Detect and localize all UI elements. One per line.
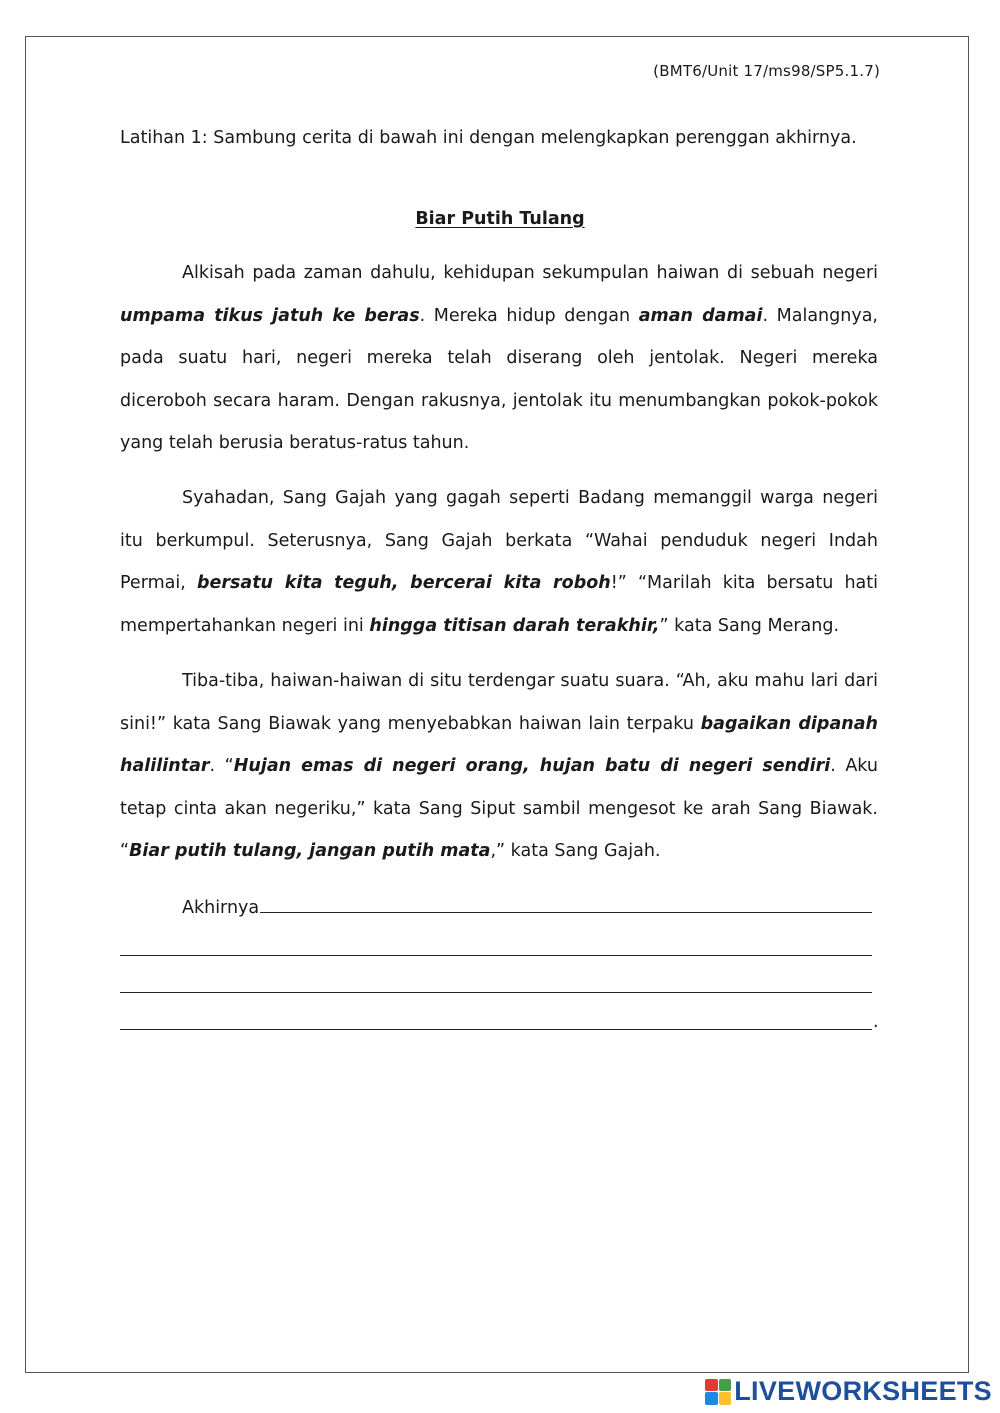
logo-square-1	[705, 1379, 718, 1392]
answer-blank-2[interactable]	[120, 955, 872, 956]
logo-square-2	[719, 1379, 732, 1392]
reference-code: (BMT6/Unit 17/ms98/SP5.1.7)	[653, 62, 880, 80]
answer-blank-3[interactable]	[120, 992, 872, 993]
answer-end-mark: .	[873, 1012, 879, 1032]
p3-text-a: Tiba-tiba, haiwan-haiwan di situ terdengar suatu suara. “Ah, aku mahu lari dari sini!” kata Sang Biawak yang menyebabkan haiwan lain terpaku	[120, 671, 878, 734]
p1-idiom-2: aman damai	[638, 305, 763, 326]
p1-idiom-1: umpama tikus jatuh ke beras	[120, 305, 420, 326]
answer-blank-4[interactable]	[120, 1029, 872, 1030]
story-paragraph-1	[120, 252, 878, 465]
p3-text-c: . “	[209, 756, 234, 776]
p2-text-e: ” kata Sang Merang.	[659, 615, 840, 636]
answer-start-word: Akhirnya	[182, 898, 260, 918]
story-paragraph-2	[120, 477, 878, 647]
answer-first-line	[182, 894, 872, 918]
watermark-text: LIVEWORKSHEETS	[734, 1376, 992, 1406]
p3-idiom-1: bagaikan dipanah halilintar	[120, 713, 878, 776]
p2-idiom-2: hingga titisan darah terakhir,	[369, 615, 660, 636]
p2-text-a: Syahadan, Sang Gajah yang gagah seperti Badang memanggil warga negeri itu berkumpul. Seterusnya, Sang Gajah berkata “Wahai penduduk negeri Indah Permai,	[120, 488, 878, 593]
p1-text-e: . Malangnya, pada suatu hari, negeri mereka telah diserang oleh jentolak. Negeri mereka diceroboh secara haram. Dengan rakusnya, jentolak itu menumbangkan pokok-pokok yang telah berusia beratus-ratus tahun.	[120, 305, 878, 453]
answer-blank-1[interactable]	[260, 894, 872, 913]
p2-text-c: !” “Marilah kita bersatu hati mempertahankan negeri ini	[120, 573, 878, 636]
p1-text-c: . Mereka hidup dengan	[419, 305, 639, 326]
exercise-instruction: Latihan 1: Sambung cerita di bawah ini dengan melengkapkan perenggan akhirnya.	[120, 128, 857, 148]
p3-idiom-2: Hujan emas di negeri orang, hujan batu di negeri sendiri	[233, 756, 831, 776]
logo-square-3	[705, 1392, 718, 1405]
story-title: Biar Putih Tulang	[415, 209, 585, 229]
logo-square-4	[719, 1392, 732, 1405]
liveworksheets-watermark	[705, 1376, 992, 1407]
p3-idiom-3: Biar putih tulang, jangan putih mata	[129, 841, 491, 861]
p3-text-g: ,” kata Sang Gajah.	[490, 841, 661, 861]
liveworksheets-logo-icon	[705, 1379, 731, 1405]
p1-text-a: Alkisah pada zaman dahulu, kehidupan sekumpulan haiwan di sebuah negeri	[182, 263, 878, 283]
p2-idiom-1: bersatu kita teguh, bercerai kita roboh	[196, 573, 611, 593]
p3-text-e: . Aku tetap cinta akan negeriku,” kata Sang Siput sambil mengesot ke arah Sang Biawak. “	[120, 756, 878, 861]
story-paragraph-3	[120, 660, 878, 873]
